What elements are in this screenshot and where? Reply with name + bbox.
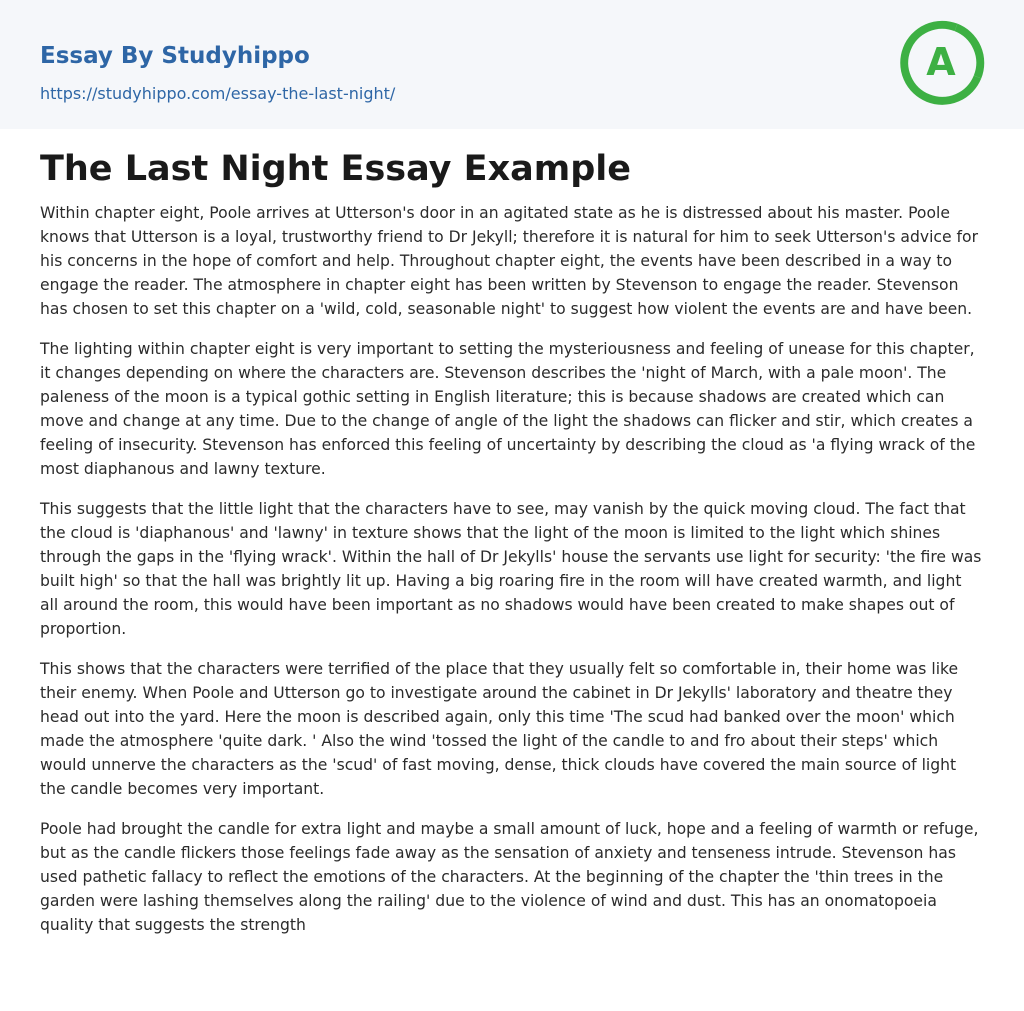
logo-letter: A [926,40,956,84]
site-name[interactable]: Essay By Studyhippo [40,43,310,69]
site-header [0,0,1024,129]
essay-paragraph: Poole had brought the candle for extra light and maybe a small amount of luck, hope and a feeling of warmth or refuge, but as the candle flickers those feelings fade away as the sensation of anxiety and tenseness intrude. Stevenson has used pathetic fallacy to reflect the emotions of the characters. At the beginning of the chapter the 'thin trees in the garden were lashing themselves along the railing' due to the violence of wind and dust. This has an onomatopoeia quality that suggests the strength [40,820,979,934]
circle-a-logo-icon[interactable] [898,19,986,107]
article-body [0,145,1024,937]
essay-url-link[interactable]: https://studyhippo.com/essay-the-last-night/ [40,84,396,103]
essay-paragraph: This shows that the characters were terrified of the place that they usually felt so comfortable in, their home was like their enemy. When Poole and Utterson go to investigate around the cabinet in Dr Jekylls' laboratory and theatre they head out into the yard. Here the moon is described again, only this time 'The scud had banked over the moon' which made the atmosphere 'quite dark. ' Also the wind 'tossed the light of the candle to and fro about their steps' which would unnerve the characters as the 'scud' of fast moving, dense, thick clouds have covered the main source of light the candle becomes very important. [40,660,959,798]
essay-paragraph: The lighting within chapter eight is very important to setting the mysteriousness and feeling of unease for this chapter, it changes depending on where the characters are. Stevenson describes the 'night of March, with a pale moon'. The paleness of the moon is a typical gothic setting in English literature; this is because shadows are created which can move and change at any time. Due to the change of angle of the light the shadows can flicker and stir, which creates a feeling of insecurity. Stevenson has enforced this feeling of uncertainty by describing the cloud as 'a flying wrack of the most diaphanous and lawny texture. [40,340,976,478]
essay-paragraph: Within chapter eight, Poole arrives at Utterson's door in an agitated state as he is distressed about his master. Poole knows that Utterson is a loyal, trustworthy friend to Dr Jekyll; therefore it is natural for him to seek Utterson's advice for his concerns in the hope of comfort and help. Throughout chapter eight, the events have been described in a way to engage the reader. The atmosphere in chapter eight has been written by Stevenson to engage the reader. Stevenson has chosen to set this chapter on a 'wild, cold, seasonable night' to suggest how violent the events are and have been. [40,204,978,318]
page-title: The Last Night Essay Example [40,149,632,189]
essay-paragraph: This suggests that the little light that the characters have to see, may vanish by the quick moving cloud. The fact that the cloud is 'diaphanous' and 'lawny' in texture shows that the light of the moon is limited to the light which shines through the gaps in the 'flying wrack'. Within the hall of Dr Jekylls' house the servants use light for security: 'the fire was built high' so that the hall was brightly lit up. Having a big roaring fire in the room will have created warmth, and light all around the room, this would have been important as no shadows would have been created to make shapes out of proportion. [40,500,982,638]
